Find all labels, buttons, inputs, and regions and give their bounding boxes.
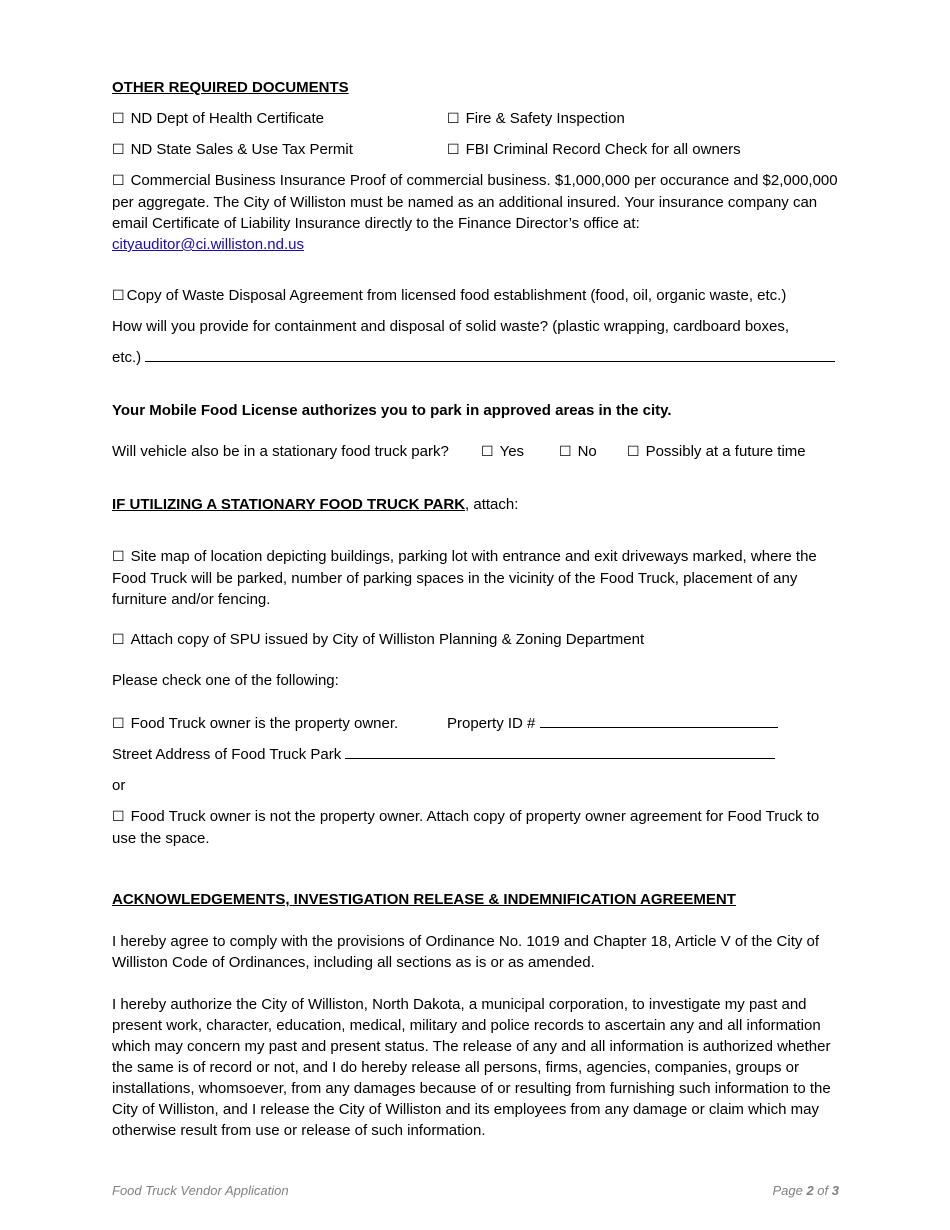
waste-question-cont: etc.) xyxy=(112,349,142,366)
option-yes[interactable] xyxy=(481,441,524,463)
checkbox-site-map[interactable] xyxy=(112,546,840,610)
checkbox-icon[interactable]: ☐ xyxy=(627,444,640,460)
stationary-heading-row xyxy=(112,494,518,515)
checkbox-label: Copy of Waste Disposal Agreement from licensed food establishment (food, oil, organic waste, etc.) xyxy=(126,287,787,304)
checkbox-owner-is-property-owner[interactable] xyxy=(112,713,398,735)
section-heading-other-documents: OTHER REQUIRED DOCUMENTS xyxy=(112,79,349,96)
stationary-heading-suffix: , attach: xyxy=(465,496,519,513)
footer-page-total: 3 xyxy=(831,1183,839,1198)
checkbox-label: FBI Criminal Record Check for all owners xyxy=(465,141,741,158)
footer-page-word: Page xyxy=(772,1183,803,1198)
option-no[interactable] xyxy=(559,441,597,463)
waste-question: How will you provide for containment and disposal of solid waste? (plastic wrapping, cardboard boxes, xyxy=(112,318,790,335)
street-address-label: Street Address of Food Truck Park xyxy=(112,746,342,763)
checkbox-label: Attach copy of SPU issued by City of Williston Planning & Zoning Department xyxy=(130,631,645,648)
insurance-email-link[interactable]: cityauditor@ci.williston.nd.us xyxy=(112,236,304,253)
stationary-question-row xyxy=(112,441,449,462)
checkbox-waste-agreement[interactable] xyxy=(112,285,786,307)
or-separator: or xyxy=(112,777,126,794)
checkbox-spu[interactable] xyxy=(112,629,644,651)
insurance-text: Commercial Business Insurance Proof of commercial business. $1,000,000 per occurance and $2,000,000 per aggregate. The City of Williston must be named as an additional insured. Your insurance company can email Certificate of Liability Insurance directly to the Finance Director’s office at: xyxy=(112,172,838,232)
option-label: Possibly at a future time xyxy=(645,443,806,460)
option-label: No xyxy=(577,443,597,460)
checkbox-label: Food Truck owner is the property owner. xyxy=(130,715,399,732)
ack-heading: ACKNOWLEDGEMENTS, INVESTIGATION RELEASE & INDEMNIFICATION AGREEMENT xyxy=(112,891,736,908)
waste-answer-field[interactable] xyxy=(145,347,835,362)
checkbox-icon[interactable]: ☐ xyxy=(112,173,125,189)
checkbox-sales-tax-permit[interactable] xyxy=(112,139,353,161)
checkbox-label: Food Truck owner is not the property owner. Attach copy of property owner agreement for Food Truck to use the space. xyxy=(112,808,820,847)
property-id-field[interactable] xyxy=(540,713,778,728)
checkbox-label: ND Dept of Health Certificate xyxy=(130,110,324,127)
footer-page-current: 2 xyxy=(806,1183,814,1198)
checkbox-fire-safety[interactable] xyxy=(447,108,625,130)
checkbox-icon[interactable]: ☐ xyxy=(112,809,125,825)
checkbox-icon[interactable]: ☐ xyxy=(481,444,494,460)
checkbox-not-property-owner[interactable] xyxy=(112,806,840,849)
checkbox-icon[interactable]: ☐ xyxy=(559,444,572,460)
footer-title: Food Truck Vendor Application xyxy=(112,1183,289,1198)
checkbox-icon[interactable]: ☐ xyxy=(112,716,125,732)
checkbox-icon[interactable]: ☐ xyxy=(112,288,125,304)
checkbox-label: ND State Sales & Use Tax Permit xyxy=(130,141,353,158)
street-address-field[interactable] xyxy=(345,744,775,759)
checkbox-icon[interactable]: ☐ xyxy=(447,111,460,127)
insurance-item xyxy=(112,170,840,255)
checkbox-icon[interactable]: ☐ xyxy=(447,142,460,158)
footer-of-word: of xyxy=(817,1183,829,1198)
footer-page-number xyxy=(772,1180,839,1201)
license-statement: Your Mobile Food License authorizes you to park in approved areas in the city. xyxy=(112,402,672,419)
checkbox-health-certificate[interactable] xyxy=(112,108,324,130)
checkbox-icon[interactable]: ☐ xyxy=(112,142,125,158)
checkbox-label: Site map of location depicting buildings, parking lot with entrance and exit driveways marked, where the Food Truck will be parked, number of parking spaces in the vicinity of the Food Truck, placement of any furniture and/or fencing. xyxy=(112,548,817,608)
stationary-question: Will vehicle also be in a stationary food truck park? xyxy=(112,443,449,460)
waste-answer-row xyxy=(112,347,840,368)
ack-paragraph-1: I hereby agree to comply with the provisions of Ordinance No. 1019 and Chapter 18, Article V of the City of Williston Code of Ordinances, including all sections as is or as amended. xyxy=(112,933,820,971)
option-label: Yes xyxy=(499,443,525,460)
stationary-heading: IF UTILIZING A STATIONARY FOOD TRUCK PARK xyxy=(112,496,466,513)
ack-paragraph-2: I hereby authorize the City of Williston, North Dakota, a municipal corporation, to investigate my past and present work, character, education, medical, military and police records to ascertain any and all information which may concern my past and present status. The release of any and all information is authorized whether the same is of record or not, and I do hereby release all persons, firms, agencies, companies, groups or installations, whomsoever, from any damages because of or resulting from furnishing such information to the City of Williston, and I release the City of Williston and its employees from any damage or claim which may otherwise result from use or release of such information. xyxy=(112,996,831,1139)
property-id-row xyxy=(447,713,778,734)
checkbox-label: Fire & Safety Inspection xyxy=(465,110,625,127)
checkbox-icon[interactable]: ☐ xyxy=(112,111,125,127)
property-id-label: Property ID # xyxy=(447,715,536,732)
checkbox-fbi-check[interactable] xyxy=(447,139,741,161)
checkbox-icon[interactable]: ☐ xyxy=(112,549,125,565)
street-address-row xyxy=(112,744,775,765)
option-future[interactable] xyxy=(627,441,806,463)
check-one-instruction: Please check one of the following: xyxy=(112,672,339,689)
checkbox-icon[interactable]: ☐ xyxy=(112,632,125,648)
